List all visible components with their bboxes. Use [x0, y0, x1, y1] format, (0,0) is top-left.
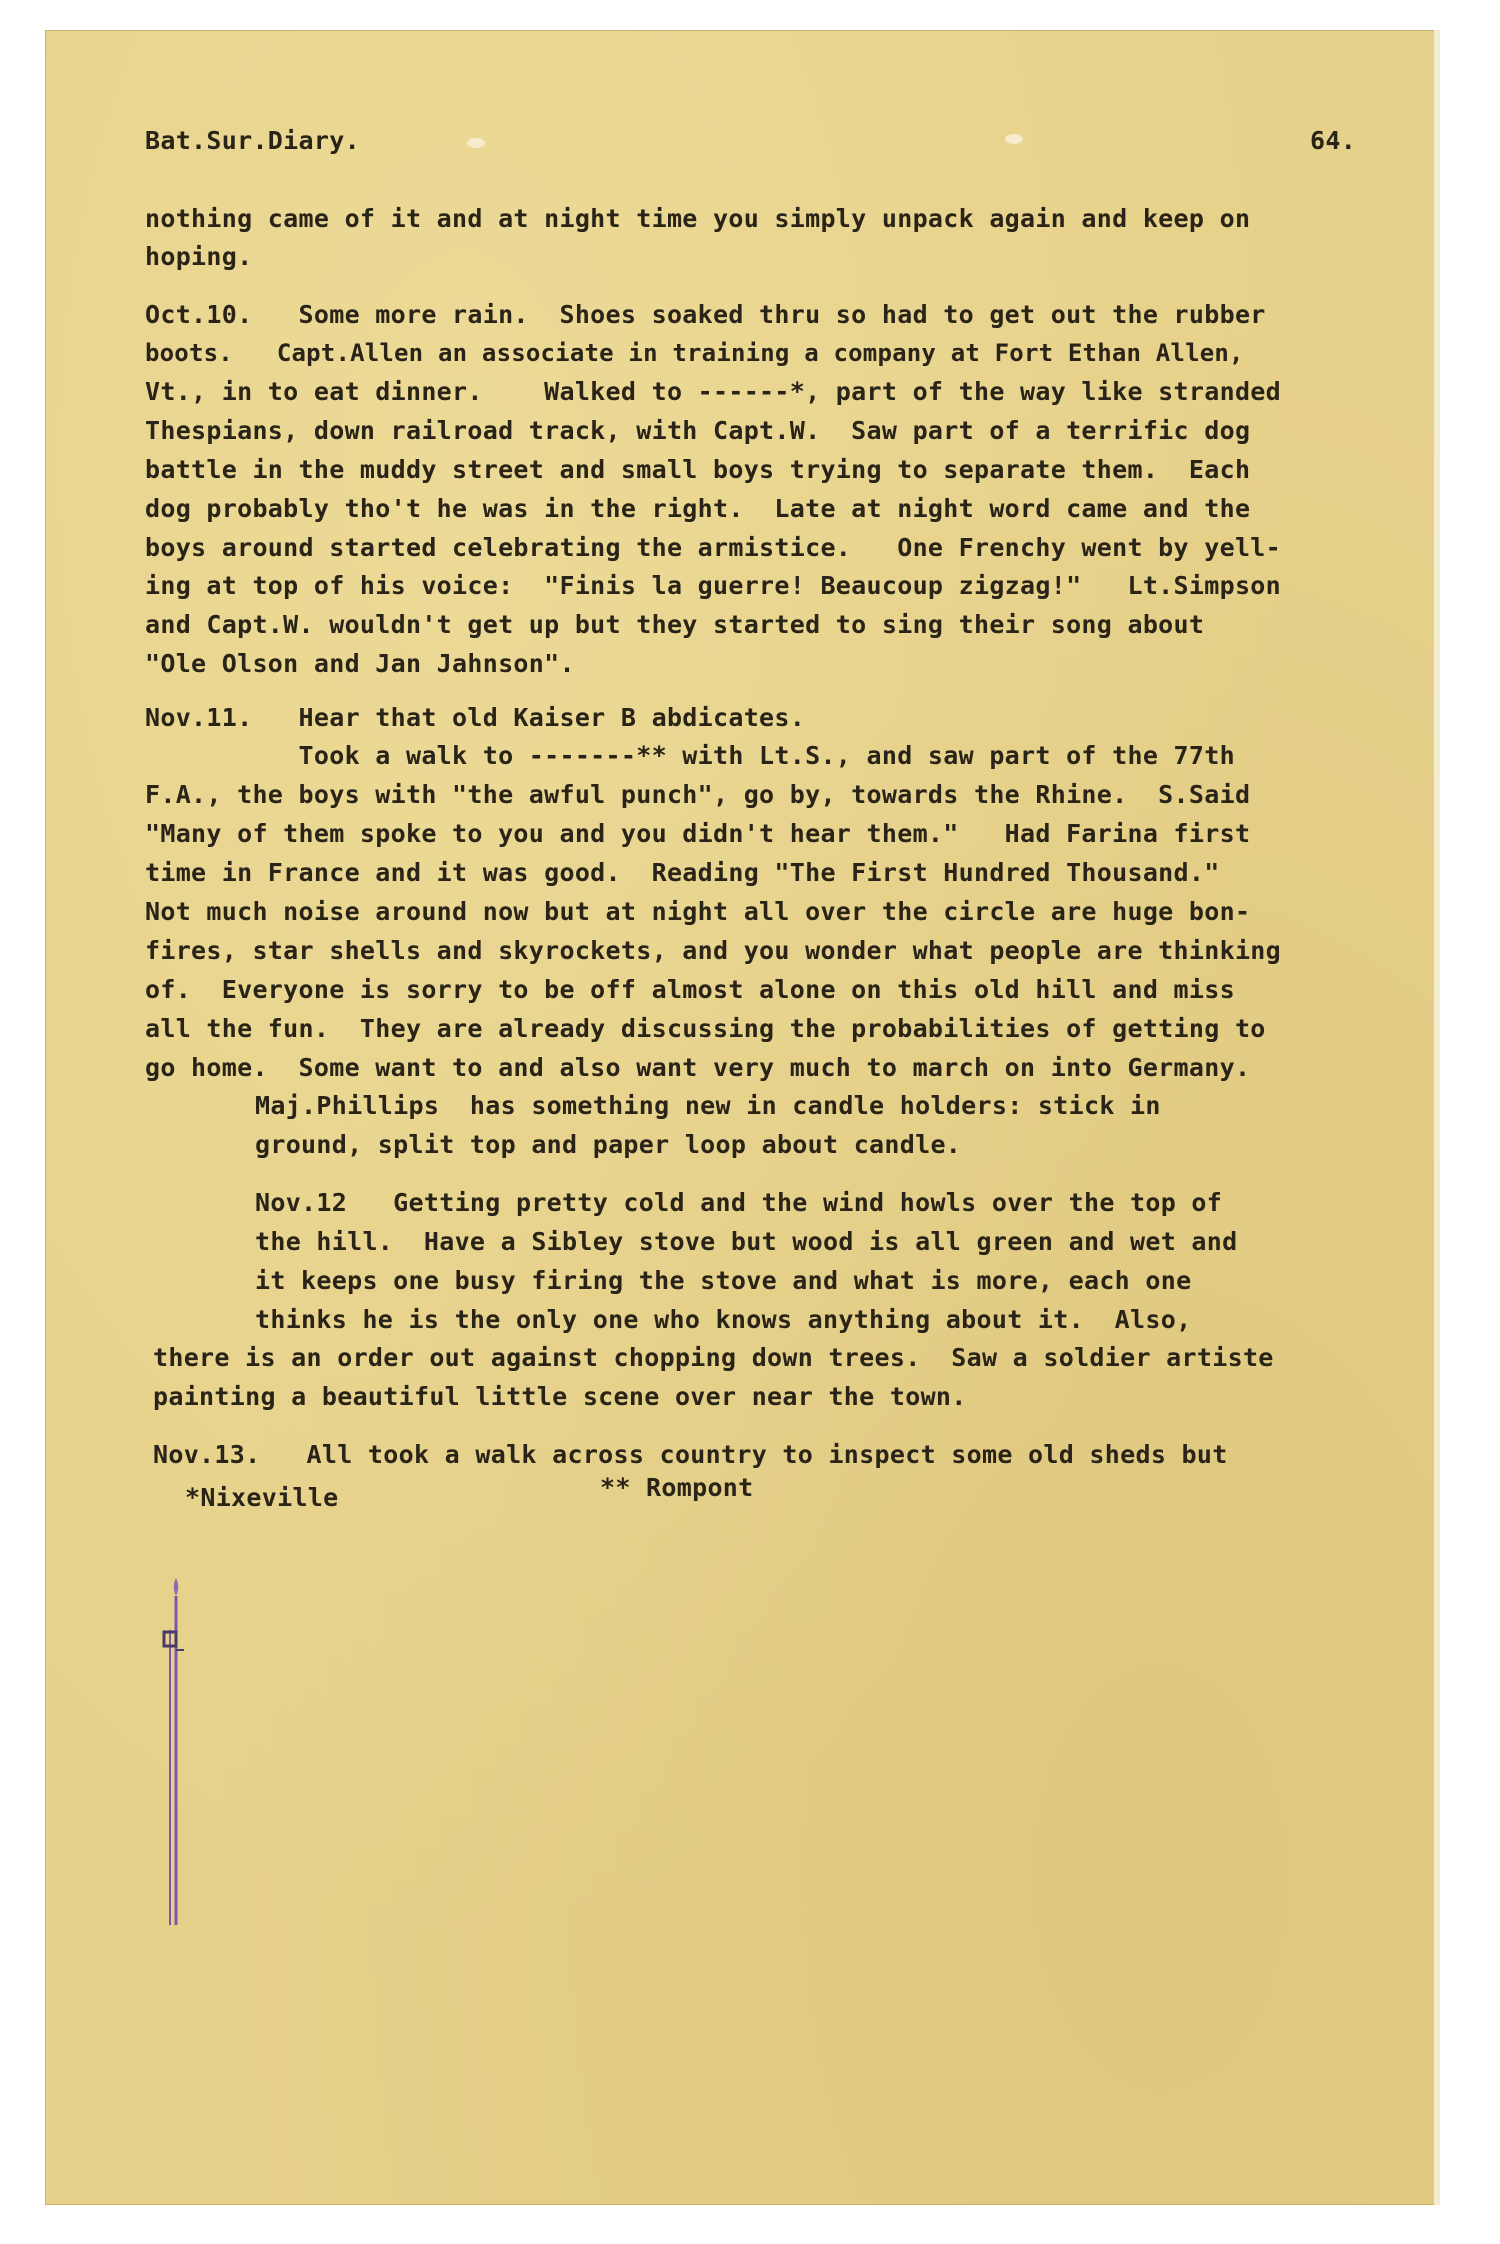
- text-line: it keeps one busy firing the stove and what is more, each one: [255, 1266, 1192, 1295]
- text-line: boots. Capt.Allen an associate in training a company at Fort Ethan Allen,: [145, 339, 1244, 367]
- text-line: all the fun. They are already discussing the probabilities of getting to: [145, 1014, 1266, 1043]
- text-line: hoping.: [145, 242, 253, 271]
- text-line: nothing came of it and at night time you simply unpack again and keep on: [145, 204, 1251, 233]
- text-line: Maj.Phillips has something new in candle holders: stick in: [255, 1091, 1161, 1120]
- text-line: Oct.10. Some more rain. Shoes soaked thru so had to get out the rubber: [145, 300, 1266, 329]
- text-line: Vt., in to eat dinner. Walked to ------*, part of the way like stranded: [145, 377, 1281, 406]
- punch-hole-mark: [467, 138, 485, 148]
- punch-hole-mark: [1005, 134, 1023, 144]
- text-line: Thespians, down railroad track, with Capt.W. Saw part of a terrific dog: [145, 416, 1251, 445]
- text-line: dog probably tho't he was in the right. Late at night word came and the: [145, 494, 1251, 523]
- text-line: Nov.13. All took a walk across country to inspect some old sheds but: [153, 1440, 1228, 1469]
- text-line: Took a walk to -------** with Lt.S., and saw part of the 77th: [145, 741, 1235, 770]
- text-line: fires, star shells and skyrockets, and you wonder what people are thinking: [145, 936, 1281, 965]
- text-line: "Many of them spoke to you and you didn't hear them." Had Farina first: [145, 819, 1251, 848]
- text-line: go home. Some want to and also want very much to march on into Germany.: [145, 1053, 1251, 1082]
- text-line: battle in the muddy street and small boys trying to separate them. Each: [145, 455, 1251, 484]
- text-line: Nov.12 Getting pretty cold and the wind howls over the top of: [255, 1188, 1223, 1217]
- text-line: time in France and it was good. Reading "The First Hundred Thousand.": [145, 858, 1220, 887]
- footnote: ** Rompont: [600, 1473, 754, 1502]
- header-title: Bat.Sur.Diary.: [145, 126, 360, 155]
- page-edge: [1434, 30, 1440, 2205]
- pencil-candle-drawing: [160, 1570, 190, 1930]
- diary-page: [45, 30, 1440, 2205]
- text-line: and Capt.W. wouldn't get up but they started to sing their song about: [145, 610, 1205, 639]
- text-line: thinks he is the only one who knows anything about it. Also,: [255, 1305, 1192, 1334]
- text-line: boys around started celebrating the armistice. One Frenchy went by yell-: [145, 533, 1281, 562]
- text-line: Not much noise around now but at night all over the circle are huge bon-: [145, 897, 1251, 926]
- footnote: *Nixeville: [185, 1483, 339, 1512]
- text-line: Nov.11. Hear that old Kaiser B abdicates.: [145, 703, 806, 732]
- text-line: "Ole Olson and Jan Jahnson".: [145, 649, 575, 678]
- text-line: F.A., the boys with "the awful punch", go by, towards the Rhine. S.Said: [145, 780, 1251, 809]
- text-line: the hill. Have a Sibley stove but wood is all green and wet and: [255, 1227, 1238, 1256]
- text-line: ing at top of his voice: "Finis la guerre! Beaucoup zigzag!" Lt.Simpson: [145, 571, 1281, 600]
- text-line: there is an order out against chopping down trees. Saw a soldier artiste: [153, 1343, 1274, 1372]
- text-line: ground, split top and paper loop about candle.: [255, 1130, 962, 1159]
- text-line: of. Everyone is sorry to be off almost alone on this old hill and miss: [145, 975, 1235, 1004]
- text-line: painting a beautiful little scene over near the town.: [153, 1382, 967, 1411]
- page-number: 64.: [1310, 126, 1357, 155]
